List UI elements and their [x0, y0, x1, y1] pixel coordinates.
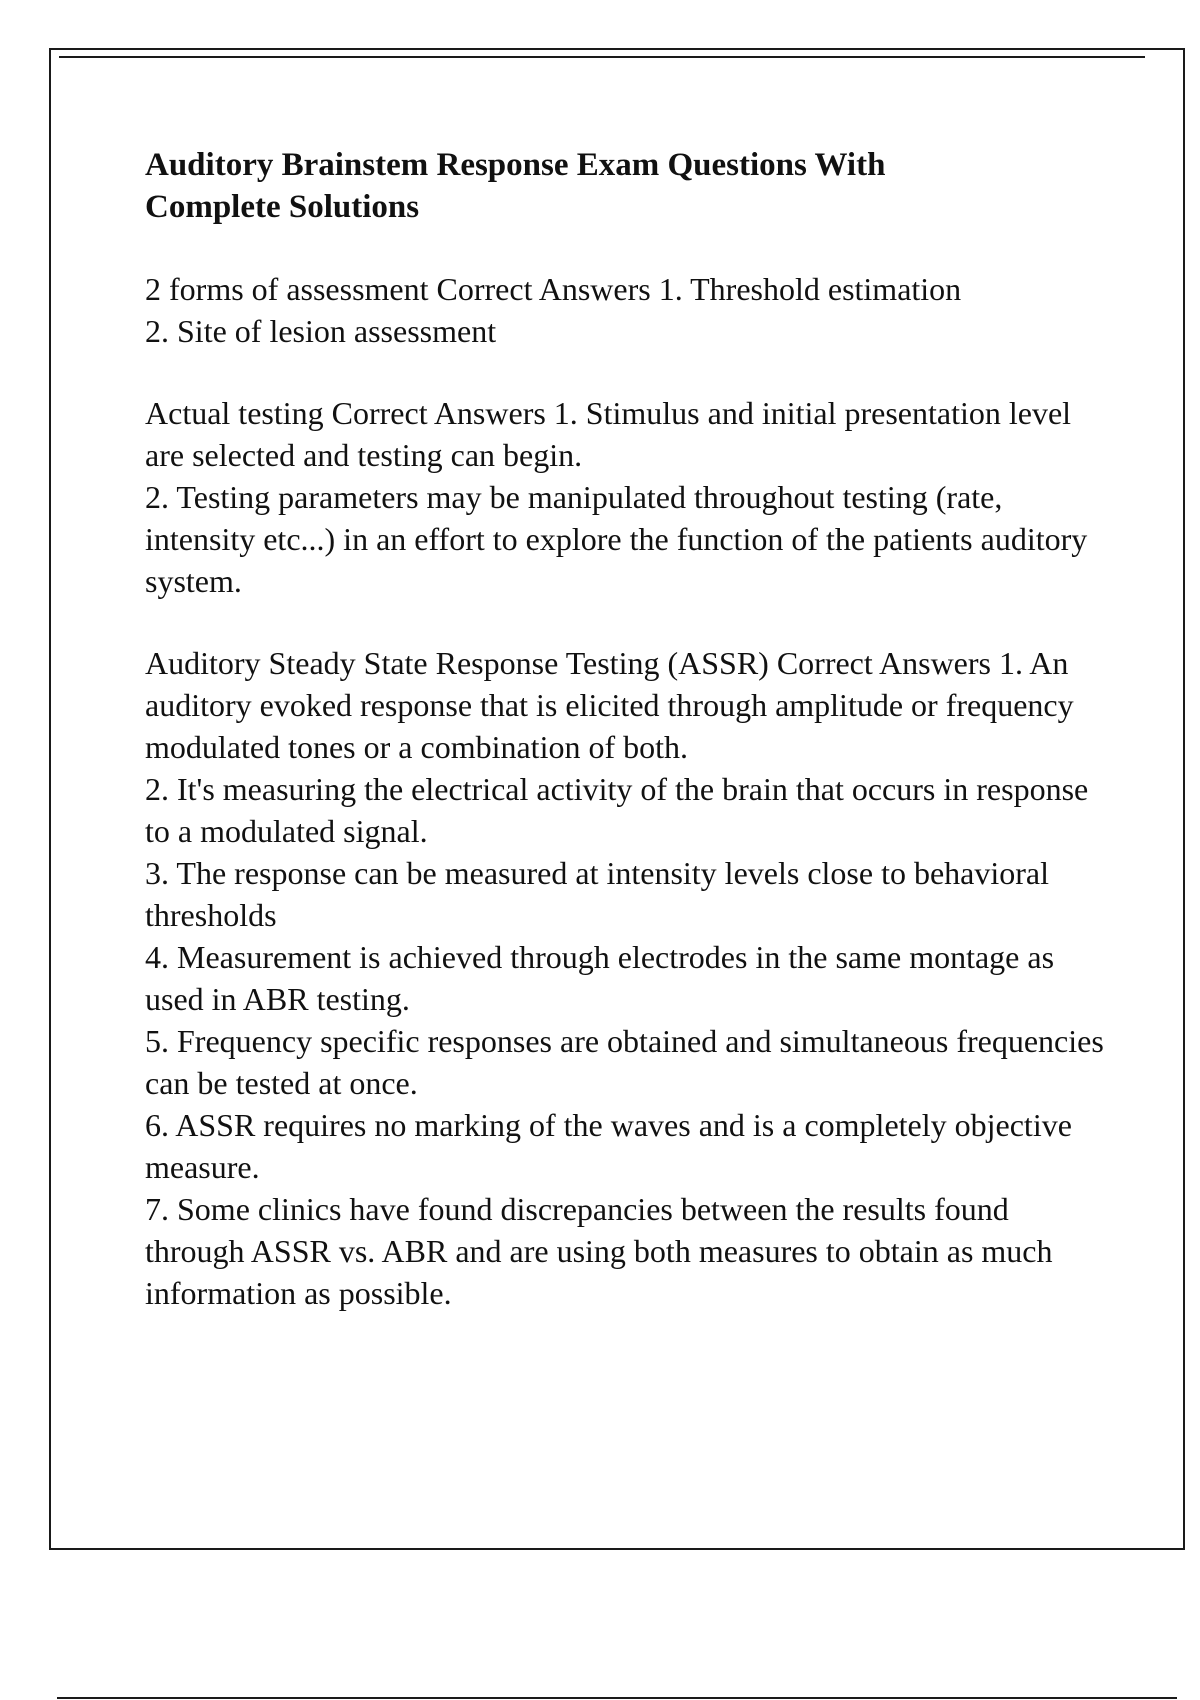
bottom-rule	[57, 1697, 1177, 1699]
qa-line: 4. Measurement is achieved through electrodes in the same montage as used in ABR testing.	[145, 939, 1055, 1017]
document-body	[145, 144, 1105, 1354]
qa-line: 2. Testing parameters may be manipulated throughout testing (rate, intensity etc...) in an effort to explore the function of the patients auditory system.	[145, 479, 1088, 599]
qa-line: 3. The response can be measured at intensity levels close to behavioral thresholds	[145, 855, 1049, 933]
top-rule	[59, 56, 1145, 58]
qa-item	[145, 642, 1105, 1314]
qa-item	[145, 392, 1105, 602]
qa-line: 7. Some clinics have found discrepancies between the results found through ASSR vs. ABR and are using both measures to obtain as much information as possible.	[145, 1191, 1053, 1311]
qa-line: 5. Frequency specific responses are obtained and simultaneous frequencies can be tested at once.	[145, 1023, 1104, 1101]
qa-line: 6. ASSR requires no marking of the waves and is a completely objective measure.	[145, 1107, 1072, 1185]
qa-line: 2 forms of assessment Correct Answers 1. Threshold estimation	[145, 271, 962, 307]
document-title: Auditory Brainstem Response Exam Questions With Complete Solutions	[145, 147, 886, 225]
qa-line: 2. It's measuring the electrical activity of the brain that occurs in response to a modulated signal.	[145, 771, 1089, 849]
qa-item	[145, 268, 1105, 352]
qa-line: Auditory Steady State Response Testing (ASSR) Correct Answers 1. An auditory evoked response that is elicited through amplitude or frequency modulated tones or a combination of both.	[145, 645, 1074, 765]
qa-line: 2. Site of lesion assessment	[145, 313, 497, 349]
qa-line: Actual testing Correct Answers 1. Stimulus and initial presentation level are selected and testing can begin.	[145, 395, 1072, 473]
